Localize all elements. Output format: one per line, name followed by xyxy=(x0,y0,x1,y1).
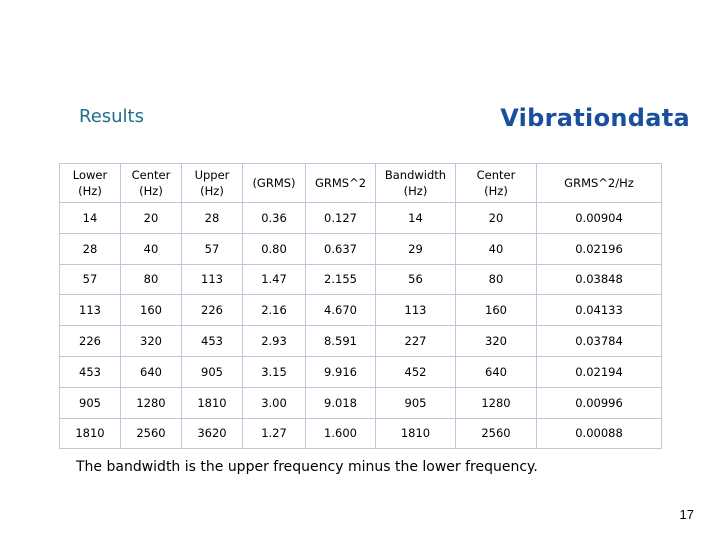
table-cell: 57 xyxy=(60,264,121,295)
table-cell: 905 xyxy=(182,356,243,387)
table-cell: 0.36 xyxy=(243,203,306,234)
table-cell: 40 xyxy=(121,233,182,264)
table-cell: 453 xyxy=(182,326,243,357)
header-grms xyxy=(243,164,306,203)
table-cell: 2.93 xyxy=(243,326,306,357)
table-cell: 0.00996 xyxy=(537,387,662,418)
table-cell: 227 xyxy=(376,326,456,357)
table-cell: 640 xyxy=(121,356,182,387)
header-center-hz xyxy=(121,164,182,203)
table-cell: 29 xyxy=(376,233,456,264)
table-cell: 1.47 xyxy=(243,264,306,295)
table-cell: 0.04133 xyxy=(537,295,662,326)
table-cell: 0.00088 xyxy=(537,418,662,449)
header-line1: Upper xyxy=(194,168,230,182)
header-line1: Bandwidth xyxy=(384,168,447,182)
header-line2: (Hz) xyxy=(139,184,163,198)
header-line2: (Hz) xyxy=(484,184,508,198)
table-cell: 3.00 xyxy=(243,387,306,418)
table-row xyxy=(60,203,662,234)
vibration-results-table xyxy=(59,163,662,449)
table-row xyxy=(60,295,662,326)
header-line1: Center xyxy=(476,168,516,182)
table-cell: 1810 xyxy=(182,387,243,418)
table-cell: 2560 xyxy=(456,418,537,449)
table-row xyxy=(60,233,662,264)
table-cell: 113 xyxy=(182,264,243,295)
footnote: The bandwidth is the upper frequency minus the lower frequency. xyxy=(76,459,538,475)
table-cell: 3.15 xyxy=(243,356,306,387)
table-cell: 1810 xyxy=(376,418,456,449)
table-cell: 8.591 xyxy=(306,326,376,357)
table-row xyxy=(60,264,662,295)
table-cell: 20 xyxy=(121,203,182,234)
table-row xyxy=(60,356,662,387)
table-cell: 0.127 xyxy=(306,203,376,234)
table-cell: 320 xyxy=(121,326,182,357)
header-line1: GRMS^2 xyxy=(314,176,367,190)
header-lower-hz xyxy=(60,164,121,203)
header-line1: Lower xyxy=(72,168,108,182)
table-cell: 20 xyxy=(456,203,537,234)
table-cell: 453 xyxy=(60,356,121,387)
table-cell: 14 xyxy=(60,203,121,234)
table-cell: 1280 xyxy=(121,387,182,418)
table-cell: 80 xyxy=(456,264,537,295)
table-cell: 0.03784 xyxy=(537,326,662,357)
table-cell: 9.916 xyxy=(306,356,376,387)
header-line2: (Hz) xyxy=(200,184,224,198)
table-cell: 9.018 xyxy=(306,387,376,418)
table-cell: 1.27 xyxy=(243,418,306,449)
table-cell: 0.80 xyxy=(243,233,306,264)
table-body xyxy=(60,203,662,449)
table-cell: 14 xyxy=(376,203,456,234)
header-line1: Center xyxy=(131,168,171,182)
section-title: Results xyxy=(79,106,144,127)
table-cell: 80 xyxy=(121,264,182,295)
header-upper-hz xyxy=(182,164,243,203)
table-cell: 2560 xyxy=(121,418,182,449)
table-cell: 226 xyxy=(60,326,121,357)
table-cell: 452 xyxy=(376,356,456,387)
header-grms-squared xyxy=(306,164,376,203)
header-bandwidth-hz xyxy=(376,164,456,203)
table-cell: 160 xyxy=(456,295,537,326)
table-cell: 320 xyxy=(456,326,537,357)
table-cell: 56 xyxy=(376,264,456,295)
table-row xyxy=(60,326,662,357)
table-row xyxy=(60,418,662,449)
table-cell: 640 xyxy=(456,356,537,387)
brand-logo: Vibrationdata xyxy=(500,104,690,132)
table-cell: 0.02194 xyxy=(537,356,662,387)
header-line2: (Hz) xyxy=(78,184,102,198)
table-cell: 113 xyxy=(60,295,121,326)
table-cell: 2.155 xyxy=(306,264,376,295)
table-cell: 40 xyxy=(456,233,537,264)
table-cell: 28 xyxy=(182,203,243,234)
table-cell: 0.03848 xyxy=(537,264,662,295)
table-cell: 3620 xyxy=(182,418,243,449)
table-cell: 1810 xyxy=(60,418,121,449)
table-cell: 4.670 xyxy=(306,295,376,326)
table-cell: 226 xyxy=(182,295,243,326)
table-row xyxy=(60,387,662,418)
table-cell: 160 xyxy=(121,295,182,326)
table-cell: 1.600 xyxy=(306,418,376,449)
table-cell: 1280 xyxy=(456,387,537,418)
header-line1: GRMS^2/Hz xyxy=(564,176,634,190)
page-number: 17 xyxy=(679,507,694,522)
table-cell: 0.637 xyxy=(306,233,376,264)
table-header-row xyxy=(60,164,662,203)
header-grms-squared-per-hz xyxy=(537,164,662,203)
table-cell: 905 xyxy=(60,387,121,418)
table-cell: 905 xyxy=(376,387,456,418)
header-line2: (Hz) xyxy=(403,184,428,198)
table-cell: 2.16 xyxy=(243,295,306,326)
header-center-hz-2 xyxy=(456,164,537,203)
table-cell: 113 xyxy=(376,295,456,326)
table-cell: 0.00904 xyxy=(537,203,662,234)
table-cell: 57 xyxy=(182,233,243,264)
table-cell: 28 xyxy=(60,233,121,264)
header-line1: (GRMS) xyxy=(252,176,296,190)
table-cell: 0.02196 xyxy=(537,233,662,264)
